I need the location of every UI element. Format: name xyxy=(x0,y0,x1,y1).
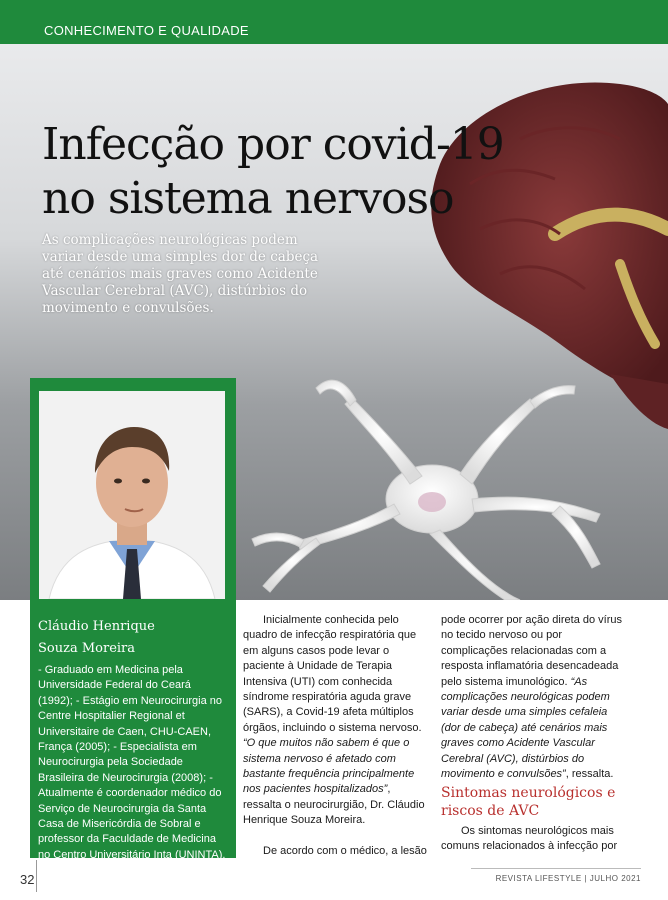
footer-publication: REVISTA LIFESTYLE | JULHO 2021 xyxy=(495,874,641,883)
paragraph-text: , ressalta. xyxy=(565,768,614,781)
paragraph-text: pode ocorrer por ação direta do vírus no tecido nervoso ou por complicações relacionadas com a resposta inflamatória desencadeada pelo sistema imunológico. xyxy=(441,614,622,688)
paragraph-text: , ressalta o neurocirurgião, Dr. Cláudio Henrique Souza Moreira. xyxy=(243,783,425,827)
author-portrait-image xyxy=(39,391,225,599)
article-title xyxy=(42,118,504,226)
section-label: CONHECIMENTO E QUALIDADE xyxy=(44,23,249,38)
author-photo xyxy=(39,391,225,599)
title-line-1: Infecção por covid-19 xyxy=(42,119,504,170)
section-subheading: Sintomas neurológicos e riscos de AVC xyxy=(441,785,616,819)
author-name-line-2: Souza Moreira xyxy=(38,641,136,656)
paragraph: Os sintomas neurológicos mais comuns relacionados à infecção por xyxy=(441,825,618,853)
article-column-2-continued xyxy=(441,824,627,855)
author-bio: - Graduado em Medicina pela Universidade Federal do Ceará (1992); - Estágio em Neurocirurgia no Centre Hospitalier Regional et Universitaire de Caen, CHU-CAEN, França (2005); - Especialista em Neurocirurgia pela Sociedade Brasileira de Neurocirurgia (2008); - Atualmente é coordenador médico do Serviço de Neurocirurgia da Santa Casa de Misericórdia de Sobral e professor da Faculdade de Medicina no Centro Universitário Inta (UNINTA). xyxy=(38,664,226,861)
author-name xyxy=(38,616,218,660)
page-number: 32 xyxy=(20,872,35,887)
paragraph-text: Inicialmente conhecida pelo quadro de infecção respiratória que em alguns casos pode levar o paciente à Unidade de Terapia Intensiva (UTI) com conhecida síndrome respiratória aguda grave (SARS), a Covid-19 afeta múltiplos órgãos, incluindo o sistema nervoso. xyxy=(243,614,422,734)
section-header-bar xyxy=(0,0,668,44)
author-name-line-1: Cláudio Henrique xyxy=(38,619,155,634)
quote-text: “As complicações neurológicas podem variar desde uma simples cefaleia (dor de cabeça) até cenários mais graves como Acidente Vascular Cerebral (AVC), distúrbios do movimento e convulsões” xyxy=(441,675,610,781)
article-column-2 xyxy=(441,613,627,782)
article-column-1 xyxy=(243,613,429,859)
title-line-2: no sistema nervoso xyxy=(42,173,454,224)
quote-text: “O que muitos não sabem é que o sistema nervoso é afetado com bastante frequência principalmente nos pacientes hospitalizados” xyxy=(243,737,415,796)
paragraph xyxy=(243,613,429,829)
article-subtitle: As complicações neurológicas podem variar desde uma simples dor de cabeça até cenários mais graves como Acidente Vascular Cerebral (AVC), distúrbios do movimento e convulsões. xyxy=(42,232,319,316)
paragraph: De acordo com o médico, a lesão xyxy=(263,844,427,857)
footer-divider-left xyxy=(36,860,37,892)
paragraph xyxy=(441,613,627,782)
footer-divider xyxy=(471,868,641,869)
